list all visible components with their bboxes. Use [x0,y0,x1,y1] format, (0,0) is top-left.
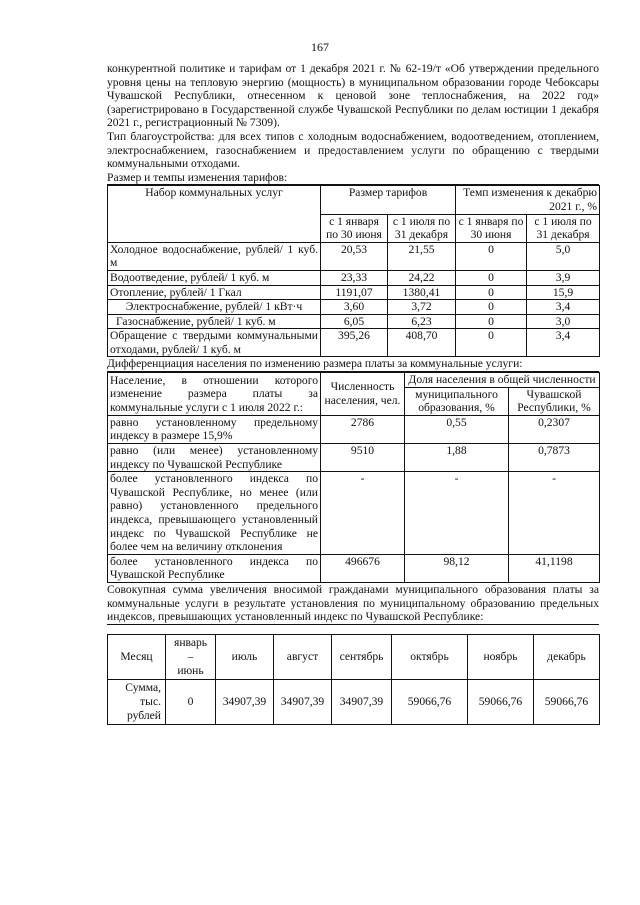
tariff-value-jul: 408,70 [388,329,456,357]
table-row [108,554,600,582]
tariff-service-name: Электроснабжение, рублей/ 1 кВт·ч [108,300,321,315]
diff-row-republic: - [509,472,600,555]
sum-value: 0 [166,679,216,724]
table-row [108,679,600,724]
table-row [108,444,600,472]
sum-value: 59066,76 [534,679,600,724]
tariffs-sub-jan: с 1 января по 30 июня [321,214,388,242]
page-content [107,62,599,725]
sum-value: 34907,39 [274,679,332,724]
tariff-rate-jul: 15,9 [527,285,600,300]
tariff-rate-jan: 0 [456,329,527,357]
sum-value: 59066,76 [392,679,468,724]
sum-value: 34907,39 [332,679,392,724]
table-row [108,415,600,443]
sum-month-label: июль [216,634,274,679]
diff-row-count: 2786 [321,415,405,443]
tariff-rate-jul: 3,0 [527,314,600,329]
page-number: 167 [311,40,329,54]
tariff-service-name: Отопление, рублей/ 1 Гкал [108,285,321,300]
table-row [108,285,600,300]
diff-row-republic: 0,2307 [509,415,600,443]
tariff-rate-jul: 5,0 [527,242,600,270]
tariff-service-name: Водоотведение, рублей/ 1 куб. м [108,270,321,285]
diff-row-count: - [321,472,405,555]
tariff-rate-jan: 0 [456,270,527,285]
diff-row-count: 9510 [321,444,405,472]
sum-month-label: октябрь [392,634,468,679]
intro-paragraph: конкурентной политике и тарифам от 1 декабря 2021 г. № 62-19/т «Об утверждении предельного уровня цены на тепловую энергию (мощность) в муниципальном образовании городе Чебоксары Чувашской Республики, отнесенном к ценовой зоне теплоснабжения, на 2022 год» (зарегистрировано в Государственной службе Чувашской Республики по делам юстиции 1 декабря 2021 г., регистрационный № 7309). [107,62,599,130]
tariff-value-jan: 395,26 [321,329,388,357]
tariff-rate-jan: 0 [456,285,527,300]
tariffs-sub-jul: с 1 июля по 31 декабря [388,214,456,242]
diff-row-name: равно установленному предельному индексу в размере 15,9% [108,415,321,443]
tariff-value-jan: 3,60 [321,300,388,315]
sum-paragraph: Совокупная сумма увеличения вносимой гражданами муниципального образования платы за коммунальные услуги в результате установления по муниципальному образованию предельных индексов, превышающих установленный индекс по Чувашской Республике: [107,582,599,624]
tariff-value-jul: 24,22 [388,270,456,285]
monthly-sum-table [107,634,600,725]
tariff-rate-jul: 3,4 [527,329,600,357]
tariff-value-jul: 1380,41 [388,285,456,300]
tariffs-rate-sub-jan: с 1 января по 30 июня [456,214,527,242]
sum-month-label: декабрь [534,634,600,679]
sum-month-label: сентябрь [332,634,392,679]
sum-month-label: январь – июнь [166,634,216,679]
table-row [108,300,600,315]
table-row [108,242,600,270]
tariffs-caption: Размер и темпы изменения тарифов: [107,171,599,186]
tariff-value-jan: 23,33 [321,270,388,285]
sum-value: 59066,76 [468,679,534,724]
diff-row-municipal: - [405,472,509,555]
table-row [108,472,600,555]
sum-header-month: Месяц [108,634,166,679]
tariff-value-jan: 6,05 [321,314,388,329]
improvement-type-paragraph: Тип благоустройства: для всех типов с холодным водоснабжением, водоотведением, отоплением, электроснабжением, газоснабжением и предоставлением услуги по обращению с твердыми коммунальными отходами. [107,129,599,171]
tariff-rate-jul: 3,9 [527,270,600,285]
diff-caption: Дифференциация населения по изменению размера платы за коммунальные услуги: [107,357,599,372]
diff-row-name: более установленного индекса по Чувашской Республике [108,554,321,582]
diff-row-municipal: 98,12 [405,554,509,582]
table-row [108,314,600,329]
tariff-service-name: Холодное водоснабжение, рублей/ 1 куб. м [108,242,321,270]
diff-row-municipal: 1,88 [405,444,509,472]
tariffs-header-rate: Темп изменения к декабрю 2021 г., % [456,186,600,214]
tariffs-header-service: Набор коммунальных услуг [108,186,321,242]
table-row [108,270,600,285]
diff-row-count: 496676 [321,554,405,582]
tariffs-header-size: Размер тарифов [321,186,456,214]
sum-value: 34907,39 [216,679,274,724]
sum-month-label: август [274,634,332,679]
tariff-value-jul: 6,23 [388,314,456,329]
diff-header-count: Численность населения, чел. [321,373,405,416]
tariff-rate-jul: 3,4 [527,300,600,315]
tariff-rate-jan: 0 [456,300,527,315]
tariff-service-name: Газоснабжение, рублей/ 1 куб. м [108,314,321,329]
table-row [108,329,600,357]
diff-sub-municipal: муниципального образования, % [405,387,509,415]
population-diff-table [107,372,600,583]
tariff-value-jan: 1191,07 [321,285,388,300]
tariff-value-jan: 20,53 [321,242,388,270]
diff-row-name: равно (или менее) установленному индексу по Чувашской Республике [108,444,321,472]
tariffs-table [107,185,600,357]
diff-header-share: Доля населения в общей численности [405,373,600,388]
tariff-service-name: Обращение с твердыми коммунальными отходами, рублей/ 1 куб. м [108,329,321,357]
diff-header-population: Население, в отношении которого изменение размера платы за коммунальные услуги с 1 июля 2022 г.: [108,373,321,416]
tariff-rate-jan: 0 [456,314,527,329]
diff-row-municipal: 0,55 [405,415,509,443]
diff-sub-republic: Чувашской Республики, % [509,387,600,415]
diff-row-republic: 41,1198 [509,554,600,582]
sum-month-label: ноябрь [468,634,534,679]
tariffs-rate-sub-jul: с 1 июля по 31 декабря [527,214,600,242]
tariff-rate-jan: 0 [456,242,527,270]
diff-row-republic: 0,7873 [509,444,600,472]
tariff-value-jul: 3,72 [388,300,456,315]
tariff-value-jul: 21,55 [388,242,456,270]
diff-row-name: более установленного индекса по Чувашской Республике, но менее (или равно) установленного предельного индекса, превышающего установленный индекс по Чувашской Республике не более чем на величину отклонения [108,472,321,555]
sum-row-label: Сумма, тыс. рублей [108,679,166,724]
